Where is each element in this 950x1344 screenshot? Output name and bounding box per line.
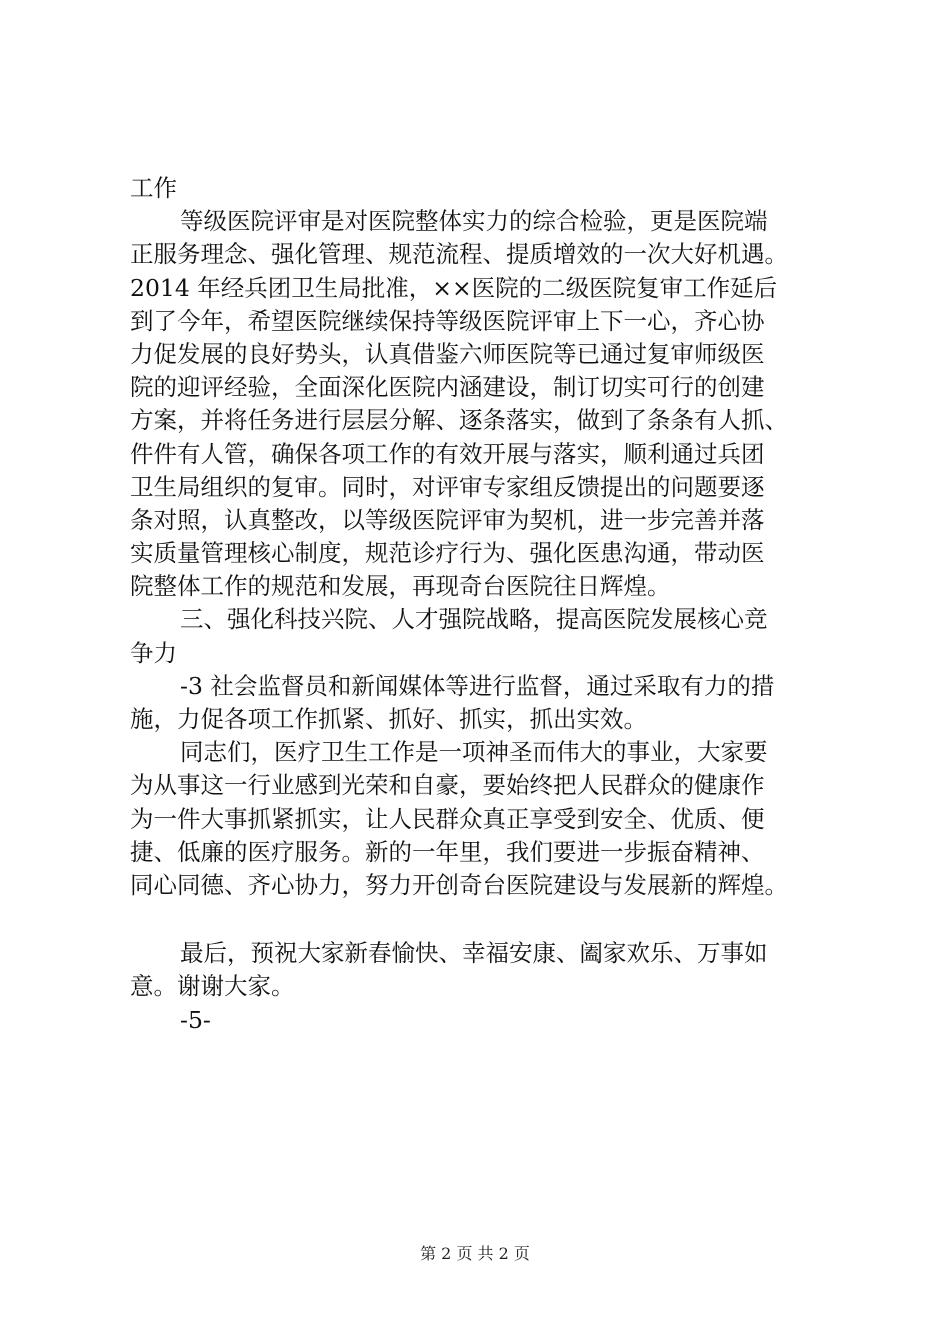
text-line: 实质量管理核心制度，规范诊疗行为、强化医患沟通，带动医 <box>130 539 765 568</box>
text-line: 院的迎评经验，全面深化医院内涵建设，制订切实可行的创建 <box>130 373 765 402</box>
inline-page-marker: -5- <box>180 1005 211 1034</box>
text-line: -3 社会监督员和新闻媒体等进行监督，通过采取有力的措 <box>180 671 775 700</box>
text-line: 意。谢谢大家。 <box>130 972 295 1001</box>
text-line: 最后，预祝大家新春愉快、幸福安康、阖家欢乐、万事如 <box>180 939 768 968</box>
text-line: 为从事这一行业感到光荣和自豪，要始终把人民群众的健康作 <box>130 771 765 800</box>
text-line: 为一件大事抓紧抓实，让人民群众真正享受到安全、优质、便 <box>130 804 765 833</box>
text-line: 2014 年经兵团卫生局批准，××医院的二级医院复审工作延后 <box>130 273 778 302</box>
text-line: 卫生局组织的复审。同时，对评审专家组反馈提出的问题要逐 <box>130 472 765 501</box>
text-line: 捷、低廉的医疗服务。新的一年里，我们要进一步振奋精神、 <box>130 837 765 866</box>
text-line: 到了今年，希望医院继续保持等级医院评审上下一心，齐心协 <box>130 306 765 335</box>
text-line: 工作 <box>130 174 177 202</box>
text-line: 正服务理念、强化管理、规范流程、提质增效的一次大好机遇。 <box>130 240 788 269</box>
page-footer-number: 第 2 页 共 2 页 <box>420 1244 530 1263</box>
text-line: 院整体工作的规范和发展，再现奇台医院往日辉煌。 <box>130 572 671 601</box>
text-line: 施，力促各项工作抓紧、抓好、抓实，抓出实效。 <box>130 705 647 733</box>
document-body <box>130 172 835 1037</box>
text-line: 件件有人管，确保各项工作的有效开展与落实，顺利通过兵团 <box>130 439 765 468</box>
text-line: 条对照，认真整改，以等级医院评审为契机，进一步完善并落 <box>130 505 765 534</box>
paragraph-gap <box>130 902 835 937</box>
text-line: 同志们，医疗卫生工作是一项神圣而伟大的事业，大家要 <box>180 738 768 767</box>
text-line: 同心同德、齐心协力，努力开创奇台医院建设与发展新的辉煌。 <box>130 870 788 899</box>
text-line: 等级医院评审是对医院整体实力的综合检验，更是医院端 <box>180 207 768 236</box>
text-line: 方案，并将任务进行层层分解、逐条落实，做到了条条有人抓、 <box>130 406 788 435</box>
section-heading-line: 三、强化科技兴院、人才强院战略，提高医院发展核心竞 <box>180 605 768 634</box>
section-heading-line: 争力 <box>130 638 177 667</box>
text-line: 力促发展的良好势头，认真借鉴六师医院等已通过复审师级医 <box>130 339 765 368</box>
